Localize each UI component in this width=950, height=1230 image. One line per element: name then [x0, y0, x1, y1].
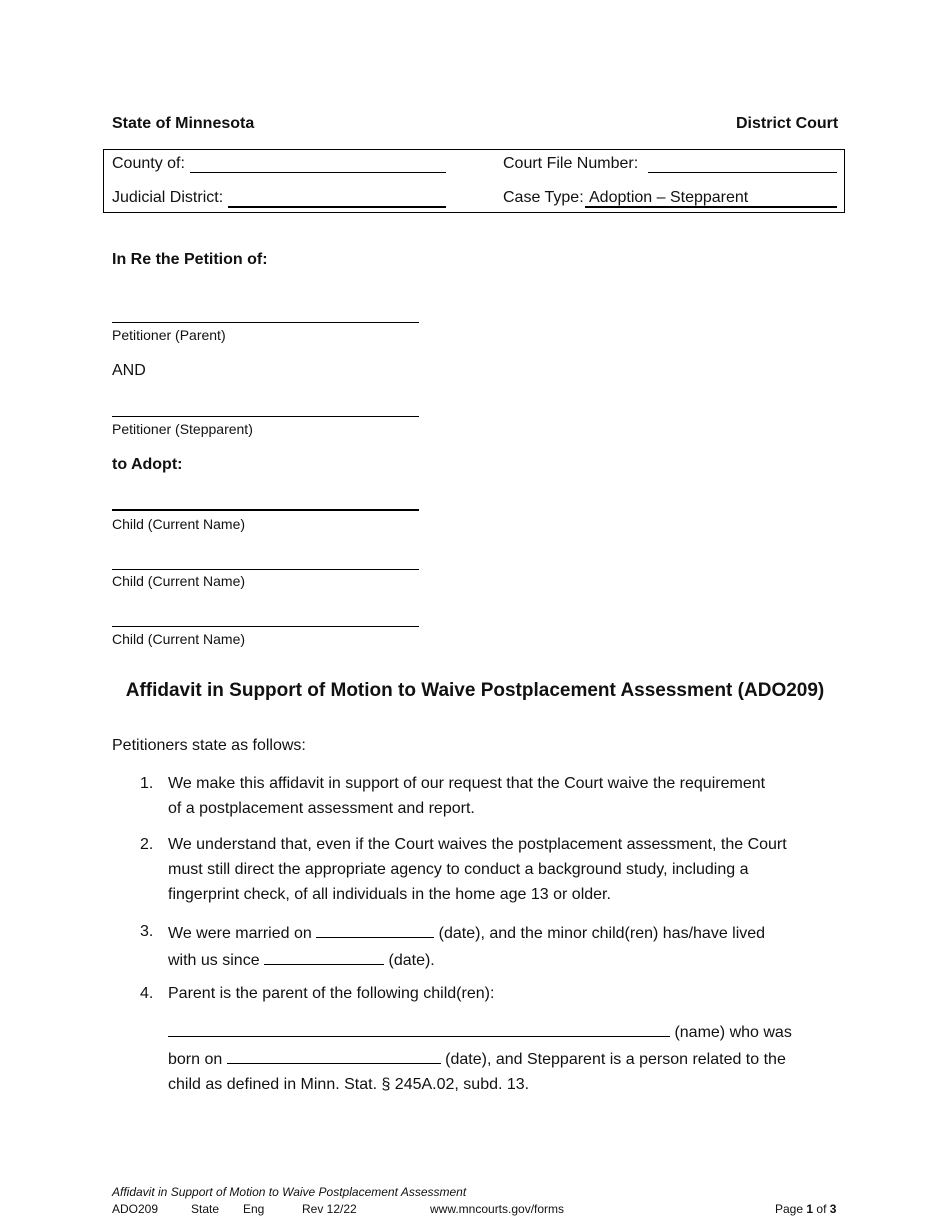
item-number: 4.	[140, 985, 154, 1002]
item-text: with us since	[168, 952, 260, 969]
to-adopt-heading: to Adopt:	[112, 456, 183, 473]
court-file-number-field[interactable]	[648, 172, 837, 173]
item-text: (date), and the minor child(ren) has/have lived	[438, 925, 766, 942]
marriage-date-field[interactable]	[316, 919, 434, 938]
child-2-field[interactable]	[112, 569, 419, 570]
footer-language: Eng	[243, 1202, 265, 1216]
item-text: Parent is the parent of the following child(ren):	[168, 985, 495, 1002]
case-type-field[interactable]	[585, 206, 837, 208]
page-number: Page 1 of 3	[775, 1202, 837, 1216]
intro-text: Petitioners state as follows:	[112, 737, 306, 754]
petitioner-parent-label: Petitioner (Parent)	[112, 327, 226, 343]
item-text: (date), and Stepparent is a person related to the	[445, 1051, 786, 1068]
petitioner-stepparent-label: Petitioner (Stepparent)	[112, 421, 253, 437]
footer-title: Affidavit in Support of Motion to Waive Postplacement Assessment	[112, 1185, 467, 1199]
child-1-field[interactable]	[112, 509, 419, 511]
item-number: 2.	[140, 836, 154, 853]
item-text: must still direct the appropriate agency to conduct a background study, including a	[168, 861, 749, 878]
item-text: of a postplacement assessment and report.	[168, 800, 475, 817]
item-number: 1.	[140, 775, 154, 792]
court-file-number-label: Court File Number:	[503, 155, 639, 172]
lived-since-date-field[interactable]	[264, 946, 384, 965]
item-number: 3.	[140, 923, 154, 940]
child-3-label: Child (Current Name)	[112, 631, 246, 647]
child-1-label: Child (Current Name)	[112, 516, 246, 532]
item-text: We were married on	[168, 925, 312, 942]
petitioner-parent-field[interactable]	[112, 322, 419, 323]
item-text: (date).	[388, 952, 435, 969]
county-field[interactable]	[190, 172, 446, 173]
case-type-label: Case Type:	[503, 189, 584, 206]
judicial-district-field[interactable]	[228, 206, 446, 208]
child-3-field[interactable]	[112, 626, 419, 627]
item-text: born on	[168, 1051, 223, 1068]
document-title: Affidavit in Support of Motion to Waive Postplacement Assessment (ADO209)	[125, 680, 825, 701]
judicial-district-label: Judicial District:	[112, 189, 224, 206]
item-text: (name) who was	[674, 1024, 792, 1041]
petitioner-stepparent-field[interactable]	[112, 416, 419, 417]
footer-form-id: ADO209	[112, 1202, 159, 1216]
state-name: State of Minnesota	[112, 115, 255, 132]
and-text: AND	[112, 362, 146, 379]
item-text: fingerprint check, of all individuals in the home age 13 or older.	[168, 886, 611, 903]
child-name-field[interactable]	[168, 1018, 670, 1037]
footer-url[interactable]: www.mncourts.gov/forms	[430, 1202, 565, 1216]
item-text: child as defined in Minn. Stat. § 245A.02, subd. 13.	[168, 1076, 530, 1093]
footer-revision: Rev 12/22	[302, 1202, 357, 1216]
county-label: County of:	[112, 155, 185, 172]
court-name: District Court	[736, 115, 839, 132]
case-type-value: Adoption – Stepparent	[589, 189, 749, 206]
birth-date-field[interactable]	[227, 1045, 441, 1064]
item-text: We understand that, even if the Court waives the postplacement assessment, the Court	[168, 836, 787, 853]
footer-jurisdiction: State	[191, 1202, 220, 1216]
child-2-label: Child (Current Name)	[112, 573, 246, 589]
in-re-heading: In Re the Petition of:	[112, 251, 268, 268]
item-text: We make this affidavit in support of our request that the Court waive the requirement	[168, 775, 766, 792]
